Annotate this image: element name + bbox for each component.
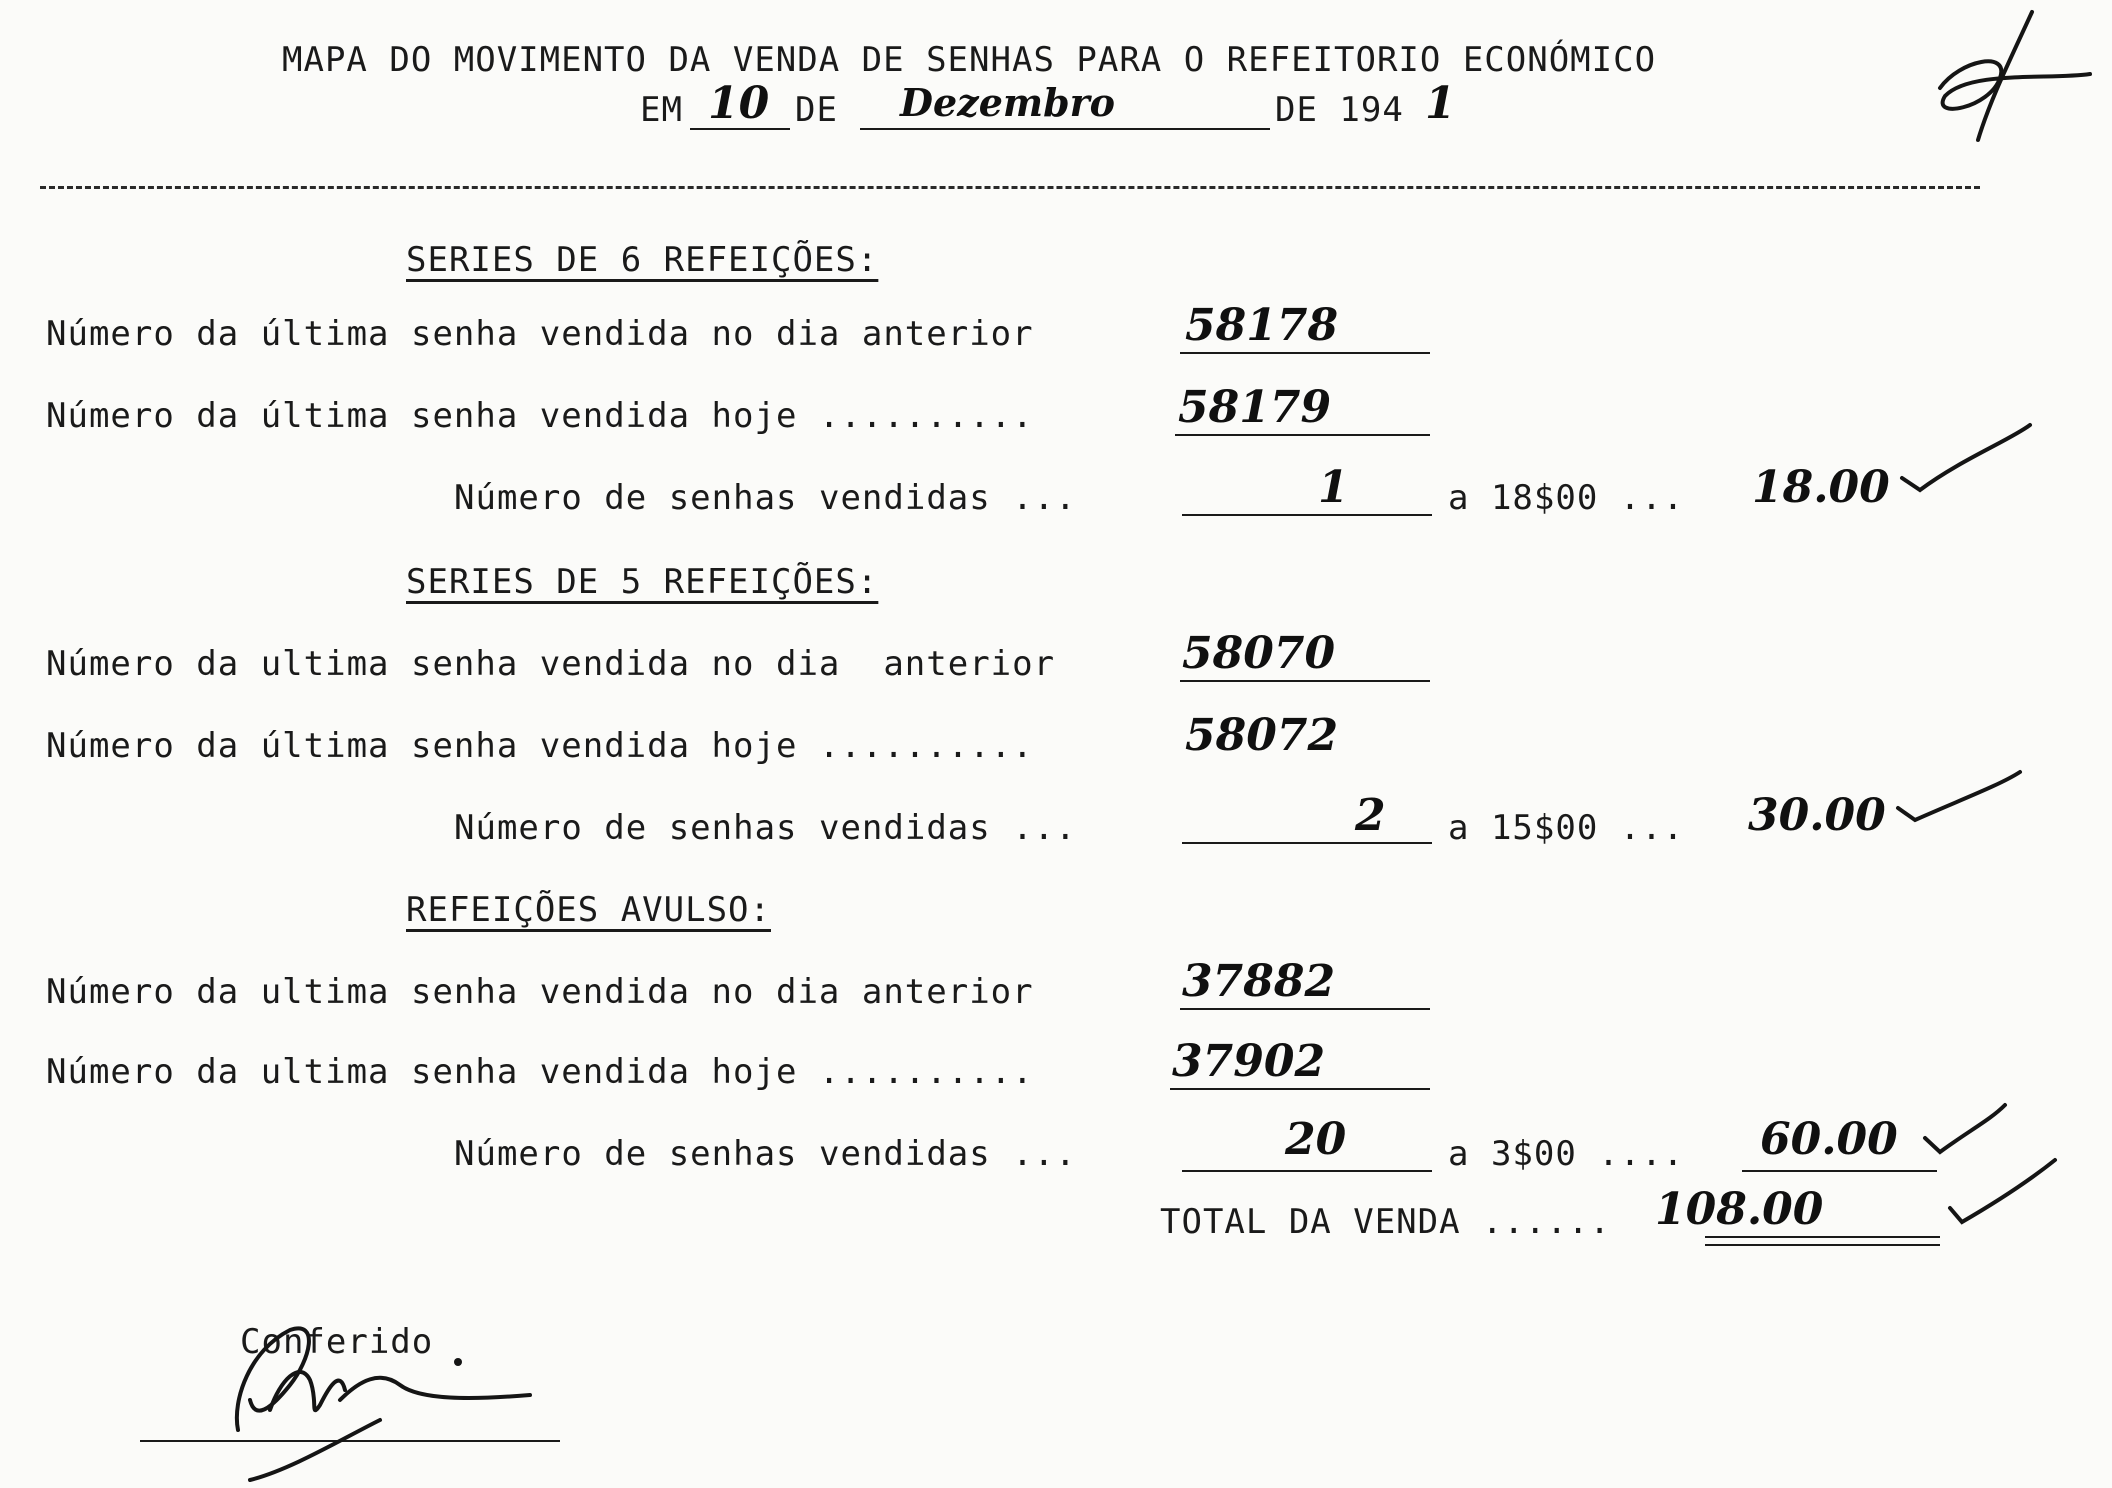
avulso-count-value: 20 xyxy=(1285,1114,1347,1165)
series5-prev-label: Número da ultima senha vendida no dia anterior xyxy=(46,644,1056,684)
series5-price-label: a 15$00 ... xyxy=(1448,808,1685,848)
conferido-label: Conferido xyxy=(240,1322,434,1362)
series5-prev-value: 58070 xyxy=(1182,628,1336,679)
avulso-heading: REFEIÇÕES AVULSO: xyxy=(406,890,771,930)
avulso-prev-label: Número da ultima senha vendida no dia anterior xyxy=(46,972,1034,1012)
series5-count-value: 2 xyxy=(1355,790,1386,841)
date-day: 10 xyxy=(708,78,770,129)
date-de2: DE 194 xyxy=(1275,90,1404,130)
series5-amount: 30.00 xyxy=(1748,790,1886,841)
series5-count-label: Número de senhas vendidas ... xyxy=(454,808,1077,848)
series6-today-value: 58179 xyxy=(1178,382,1332,433)
date-year-digit: 1 xyxy=(1425,78,1456,129)
avulso-today-label: Número da ultima senha vendida hoje .......... xyxy=(46,1052,1034,1092)
document-title: MAPA DO MOVIMENTO DA VENDA DE SENHAS PARA O REFEITORIO ECONÓMICO xyxy=(282,40,1657,80)
series6-amount: 18.00 xyxy=(1752,462,1890,513)
series6-count-label: Número de senhas vendidas ... xyxy=(454,478,1077,518)
check-mark-icon xyxy=(1898,772,2020,820)
series6-prev-value: 58178 xyxy=(1185,300,1339,351)
check-mark-icon xyxy=(1950,1160,2055,1222)
avulso-amount: 60.00 xyxy=(1760,1114,1898,1165)
avulso-today-value: 37902 xyxy=(1172,1036,1326,1087)
series5-today-label: Número da última senha vendida hoje .......... xyxy=(46,726,1034,766)
date-em: EM xyxy=(640,90,683,130)
total-label: TOTAL DA VENDA ...... xyxy=(1160,1202,1611,1242)
signature-mark xyxy=(237,1328,530,1480)
check-mark-icon xyxy=(1902,425,2030,490)
avulso-prev-value: 37882 xyxy=(1182,956,1336,1007)
series6-heading: SERIES DE 6 REFEIÇÕES: xyxy=(406,240,879,280)
series5-today-value: 58072 xyxy=(1185,710,1339,761)
date-de1: DE xyxy=(795,90,838,130)
header-flourish-mark xyxy=(1940,12,2090,140)
series6-price-label: a 18$00 ... xyxy=(1448,478,1685,518)
series5-heading: SERIES DE 5 REFEIÇÕES: xyxy=(406,562,879,602)
avulso-count-label: Número de senhas vendidas ... xyxy=(454,1134,1077,1174)
series6-today-label: Número da última senha vendida hoje .......... xyxy=(46,396,1034,436)
series6-count-value: 1 xyxy=(1318,462,1349,513)
avulso-price-label: a 3$00 .... xyxy=(1448,1134,1685,1174)
date-month: Dezembro xyxy=(900,80,1116,125)
check-mark-icon xyxy=(1925,1105,2005,1152)
series6-prev-label: Número da última senha vendida no dia anterior xyxy=(46,314,1034,354)
total-value: 108.00 xyxy=(1655,1184,1824,1235)
conferido-dot xyxy=(454,1358,462,1366)
